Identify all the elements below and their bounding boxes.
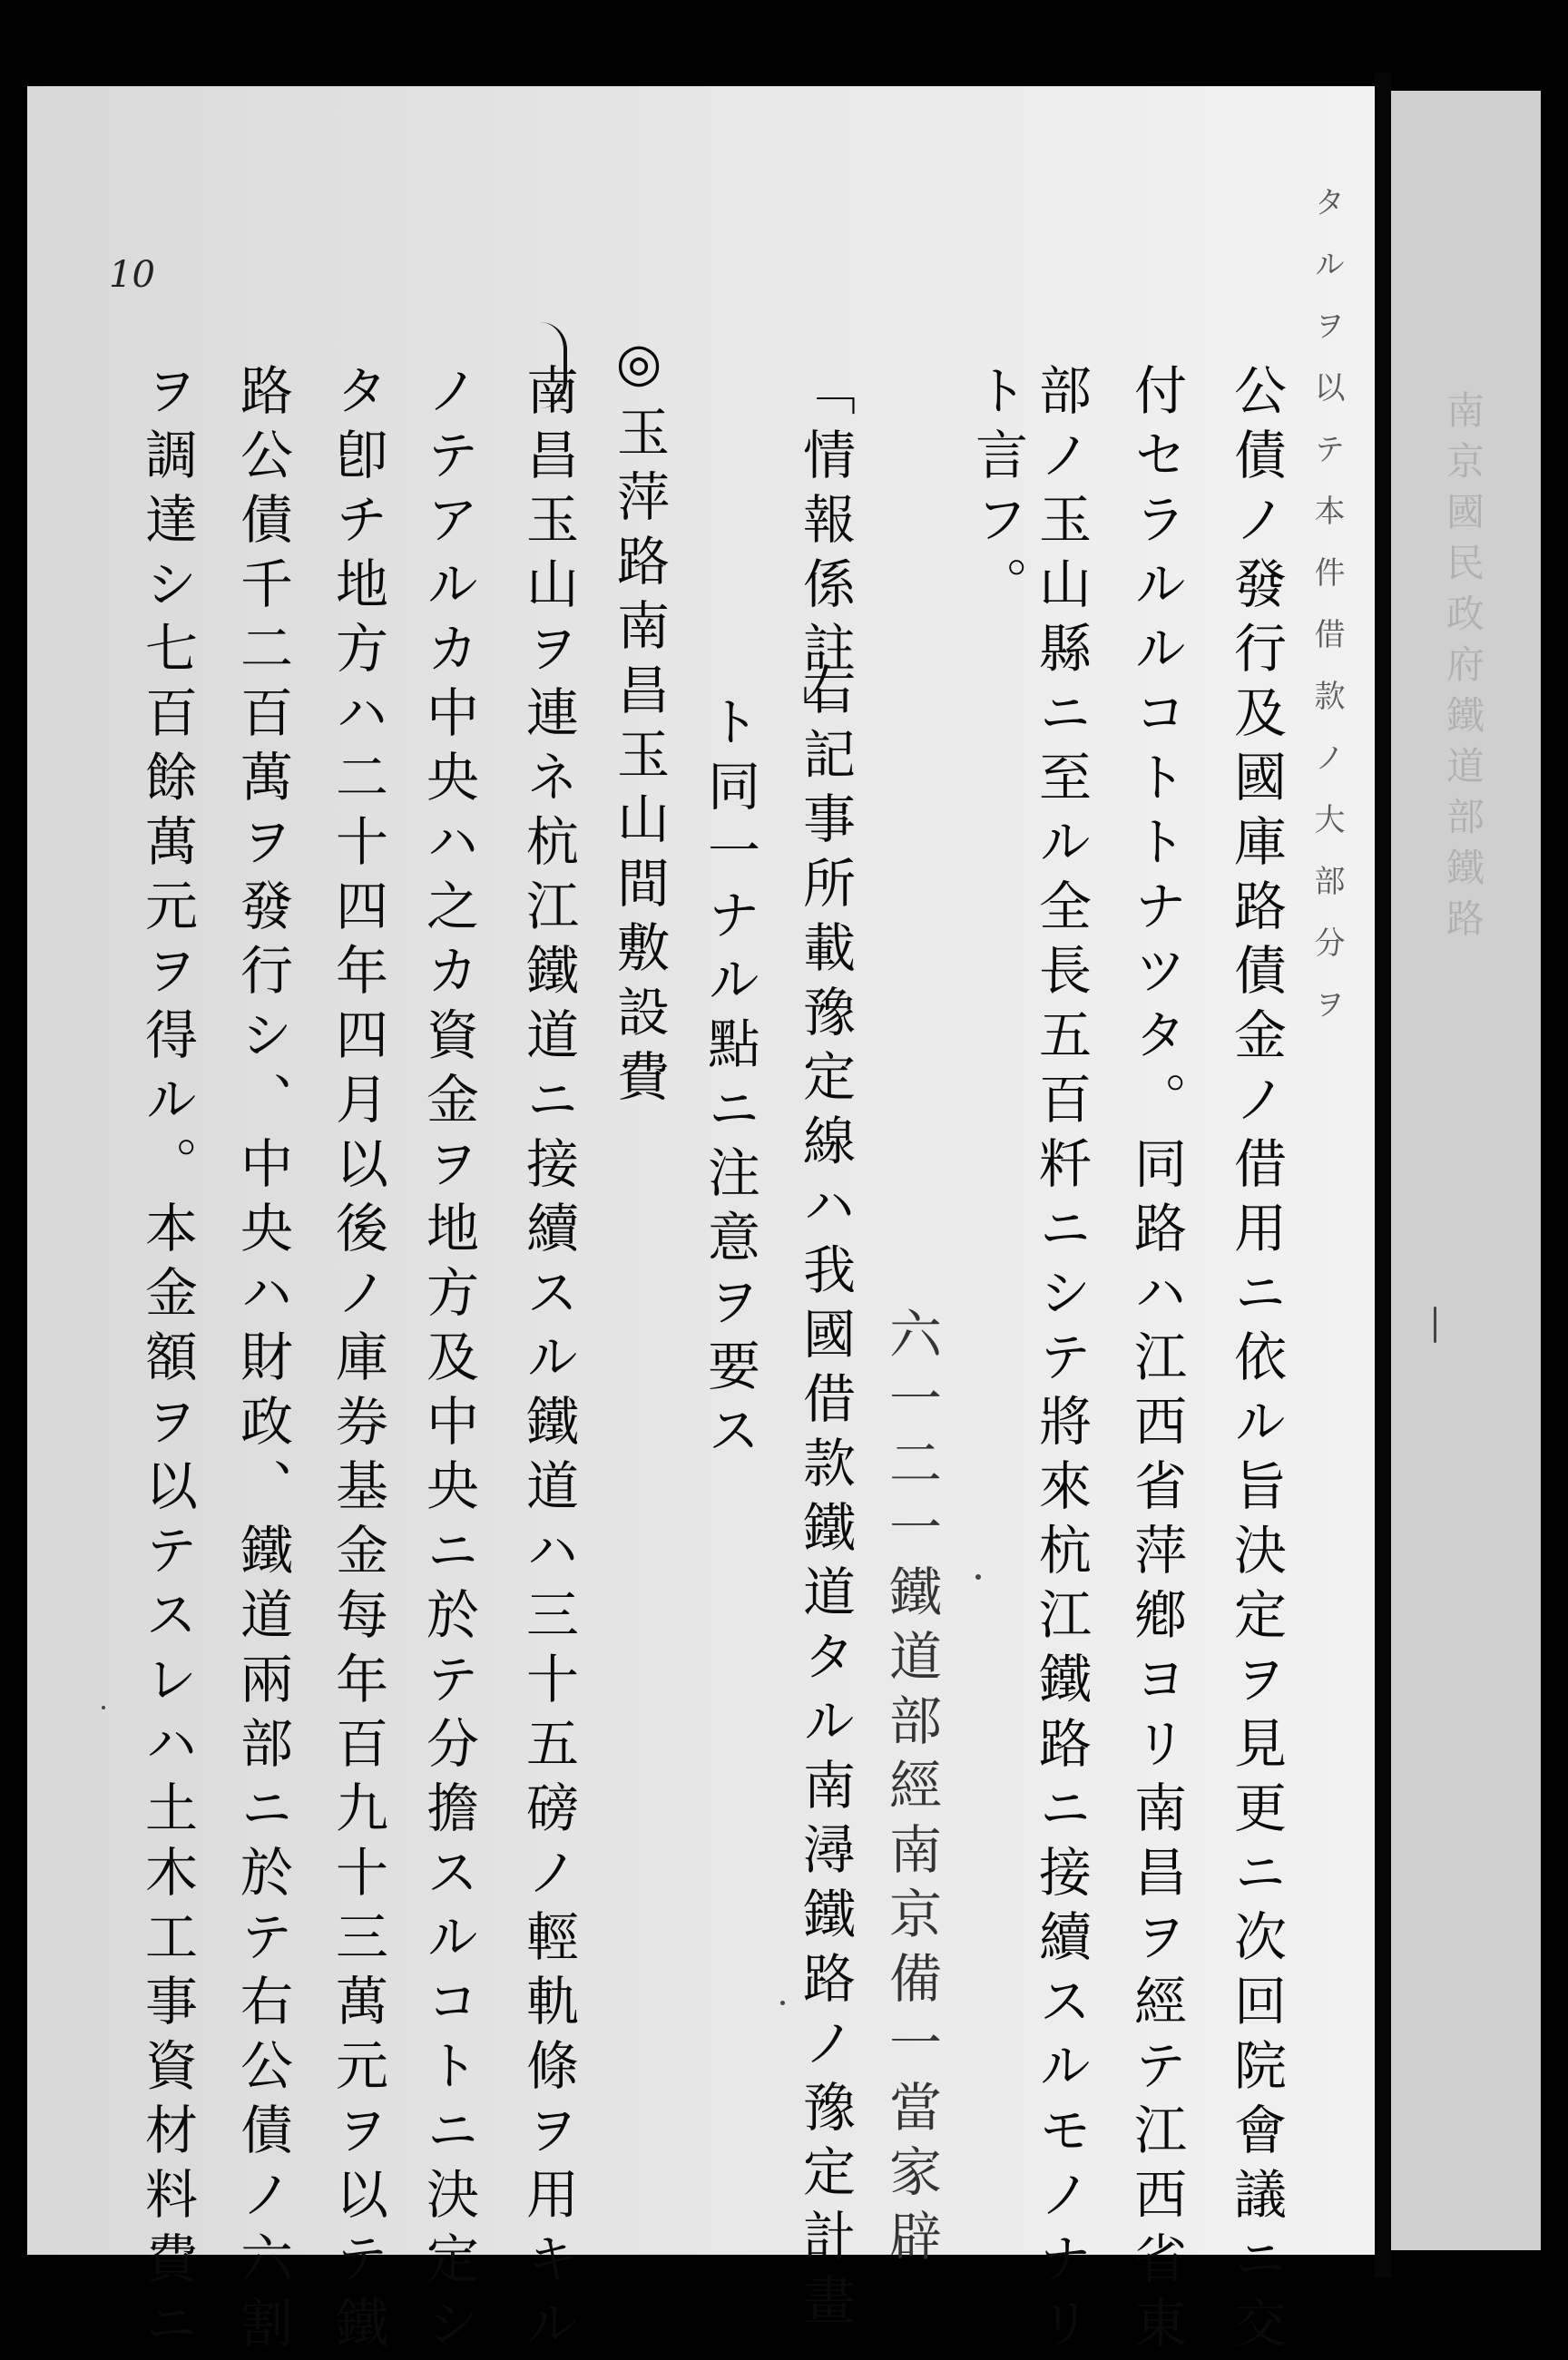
- section-heading: ◎玉萍路南昌玉山間敷設費: [608, 331, 670, 1113]
- text-column-6: 右記事所載豫定線ハ我國借款鐵道タル南潯鐵路ノ豫定計畫: [794, 662, 856, 2337]
- ink-speck: [975, 1574, 981, 1580]
- text-column-9: 南昌玉山ヲ連ネ杭江鐵道ニ接續スル鐵道ハ三十五磅ノ輕軌條ヲ用キル: [517, 363, 579, 2360]
- text-column-2: 付セラルルコトトナツタ。同路ハ江西省萍鄕ヨリ南昌ヲ經テ江西省東: [1125, 363, 1187, 2360]
- text-column-11: タ卽チ地方ハ二十四年四月以後ノ庫券基金每年百九十三萬元ヲ以テ鐵: [327, 363, 388, 2360]
- book-spine: [1375, 73, 1391, 2277]
- adjacent-page-text: 南京國民政府鐵道部鐵路: [1441, 390, 1485, 949]
- ink-speck: [1434, 1307, 1436, 1343]
- text-column-13: ヲ調達シ七百餘萬元ヲ得ル。本金額ヲ以テスレハ土木工事資材料費ニ: [136, 363, 198, 2360]
- page-number: 10: [109, 254, 155, 296]
- text-column-6-label: 「情報係註」: [794, 363, 856, 749]
- text-column-3: 部ノ玉山縣ニ至ル全長五百粁ニシテ將來杭江鐵路ニ接續スルモノナリ: [1030, 363, 1092, 2360]
- text-column-5: 六一二一鐵道部經南京備一當家辟: [880, 1307, 942, 2273]
- text-column-1: 公債ノ發行及國庫路債金ノ借用ニ依ル旨決定ヲ見更ニ次回院會議ニ交: [1225, 363, 1287, 2360]
- text-column-4: ト言フ。: [966, 363, 1028, 621]
- text-column-7: ト同一ナル點ニ注意ヲ要ス: [699, 694, 760, 1467]
- ink-speck: [780, 2001, 785, 2005]
- text-column-10: ノテアルカ中央ハ之カ資金ヲ地方及中央ニ於テ分擔スルコトニ決定シ: [417, 363, 479, 2360]
- adjacent-page: [1391, 91, 1541, 2250]
- running-head: タルヲ以テ本件借款ノ大部分ヲ: [1308, 186, 1345, 1050]
- text-column-12: 路公債千二百萬ヲ發行シ、中央ハ財政、鐵道兩部ニ於テ右公債ノ六割: [231, 363, 293, 2360]
- ink-speck: [102, 1706, 105, 1709]
